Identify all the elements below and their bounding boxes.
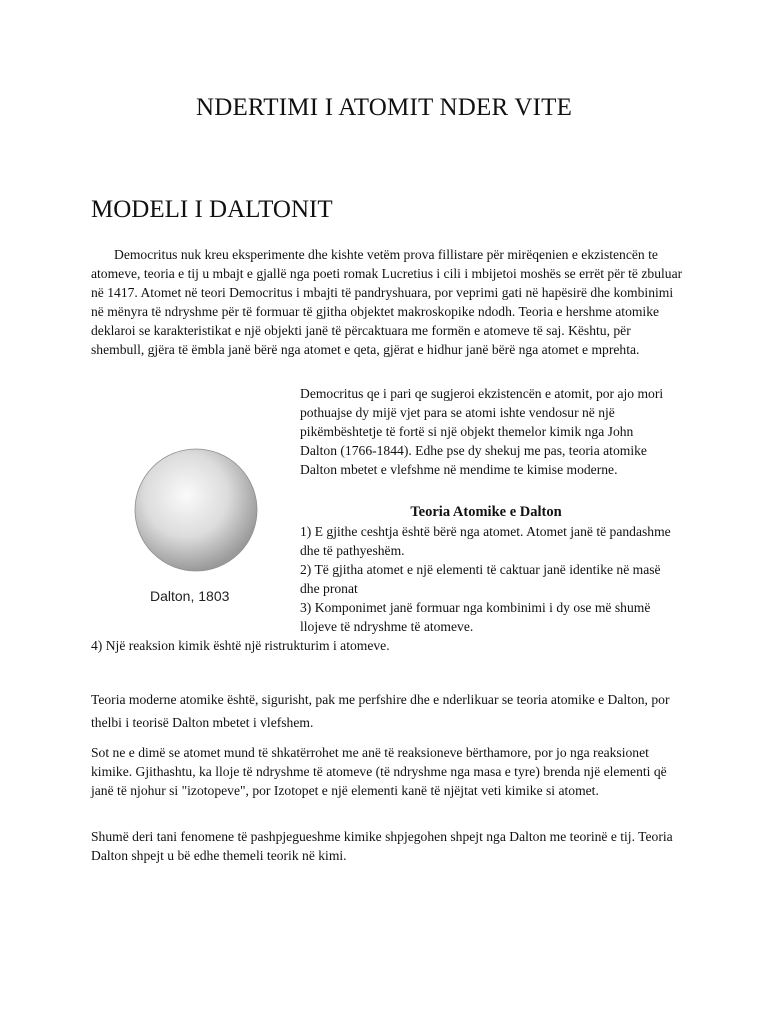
intro-paragraph-text: Democritus nuk kreu eksperimente dhe kishte vetëm prova fillistare për mirëqenien e ekzistencën te atomeve, teoria e tij u mbajt e gjallë nga poeti romak Lucretius i cili i mbijetoi moshës se errët për të zbuluar në 1417. Atomet në teori Democritus i mbajti të pandryshuara, por veprimi gati në hapësirë dhe kombinimi në mënyra të ndryshme për të formuar të gjitha objektet makroskopike ndodh. Teoria e hershme atomike deklaroi se karakteristikat e një objekti janë të përcaktuara me formën e atomeve të saj. Kështu, për shembull, gjëra të ëmbla janë bërë nga atomet e qeta, gjërat e hidhur janë bërë nga atomet e mprehta. (91, 247, 683, 357)
list-item: 2) Të gjitha atomet e një elementi të caktuar janë identike në masë dhe pronat (300, 562, 661, 596)
figure-caption: Dalton, 1803 (150, 588, 230, 604)
theory-list (300, 522, 672, 636)
list-item: 1) E gjithe ceshtja është bërë nga atomet. Atomet janë të pandashme dhe të pathyeshëm. (300, 524, 671, 558)
dalton-sphere-figure (133, 447, 259, 573)
document-title: NDERTIMI I ATOMIT NDER VITE (195, 94, 573, 121)
paragraph-conclusion: Shumë deri tani fenomene të pashpjegueshme kimike shpjegohen shpejt nga Dalton me teorinë e tij. Teoria Dalton shpejt u bë edhe themeli teorik në kimi. (91, 829, 673, 863)
paragraph-isotopes: Sot ne e dimë se atomet mund të shkatërrohet me anë të reaksioneve bërthamore, por jo nga reaksionet kimike. Gjithashtu, ka lloje të ndryshme të atomeve (të ndryshme nga masa e tyre) brenda një elementi që janë të njohur si "izotopeve", por Izotopet e një elementi kanë të njëjtat veti kimike si atomet. (91, 745, 667, 798)
theory-title: Teoria Atomike e Dalton (410, 504, 562, 520)
section-title: MODELI I DALTONIT (91, 196, 333, 223)
sphere-atom-icon (133, 447, 259, 573)
list-item: 3) Komponimet janë formuar nga kombinimi i dy ose më shumë llojeve të ndryshme të atomeve. (300, 600, 651, 634)
list-item: 4) Një reaksion kimik është një ristrukturim i atomeve. (91, 638, 390, 653)
paragraph-modern-theory: Teoria moderne atomike është, sigurisht, pak me perfshire dhe e nderlikuar se teoria atomike e Dalton, por thelbi i teorisë Dalton mbetet i vlefshem. (91, 692, 670, 730)
intro-paragraph (91, 245, 683, 359)
side-paragraph: Democritus qe i pari qe sugjeroi ekzistencën e atomit, por ajo mori pothuajse dy mijë vjet para se atomi ishte vendosur në një pikëmbështetje të fortë si një objekt themelor kimik nga John Dalton (1766-1844). Edhe pse dy shekuj me pas, teoria atomike Dalton mbetet e vlefshme në mendime te kimise moderne. (300, 386, 664, 477)
